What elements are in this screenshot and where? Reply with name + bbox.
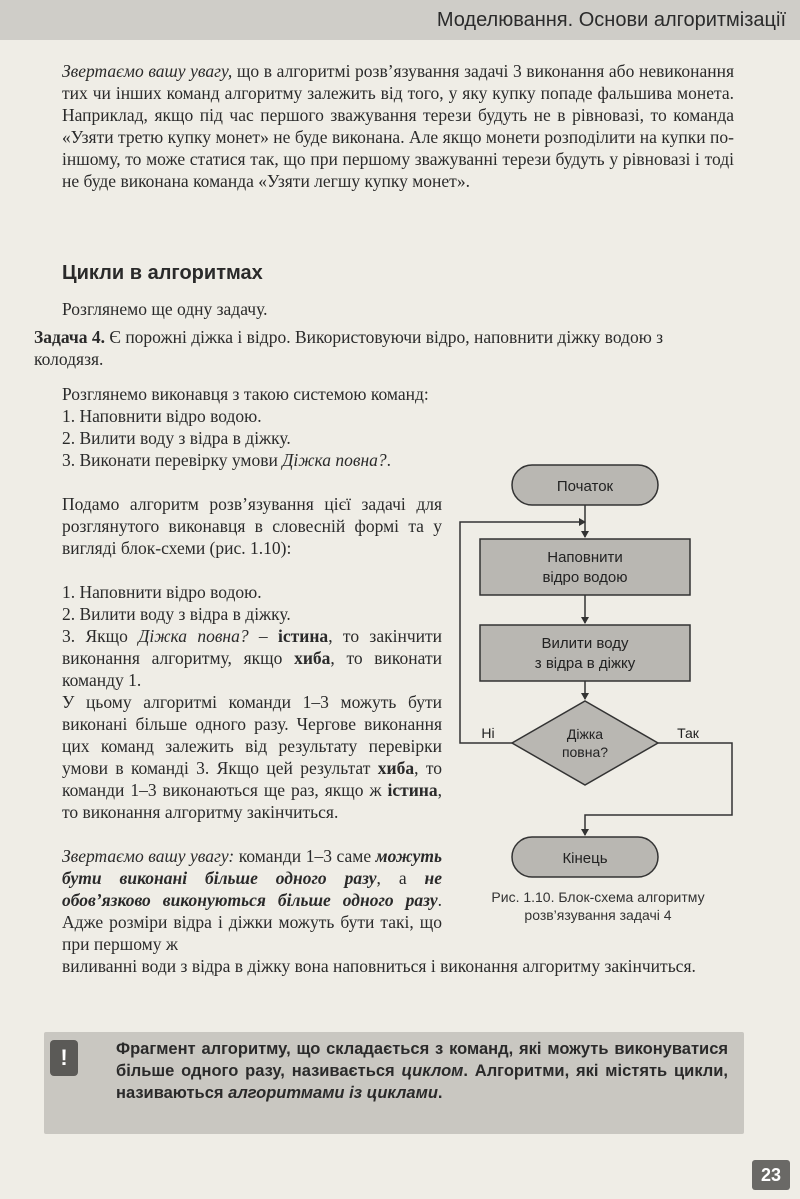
callout-b: . Алгоритми, які містять цикли, називаються <box>116 1062 728 1102</box>
callout-term-2: алгоритмами із циклами <box>228 1084 438 1102</box>
intro-text: що в алгоритмі розв’язування задачі 3 виконання або невиконання тих чи інших команд алгоритму залежить від того, у яку купку попаде фальшива монета. Наприклад, якщо під час першого зважування терези будуть не в рівновазі, то команда «Узяти третю купку монет» не буде виконана. Але якщо монети розподілити на купки по-іншому, то може статися так, що при першому зважуванні терези будуть у рівновазі і тоді не буде виконана команда «Узяти легшу купку монет». <box>62 61 734 191</box>
loop-true: істина <box>387 780 438 800</box>
flowchart <box>450 455 750 895</box>
flowchart-condition-line-2: повна? <box>561 744 609 760</box>
flowchart-condition <box>512 701 658 785</box>
note-c: . Адже розміри відра і діжки можуть бути такі, що при першому ж <box>62 890 442 954</box>
callout-term-1: циклом <box>401 1062 464 1080</box>
note-lead: Звертаємо вашу увагу: <box>62 846 235 866</box>
chapter-title: Моделювання. Основи алгоритмізації <box>436 9 786 31</box>
present-paragraph <box>62 493 442 559</box>
exclamation-icon: ! <box>50 1040 78 1076</box>
note-b: , а <box>376 868 425 888</box>
flowchart-step-2-line-2: з відра в діжку <box>534 655 636 672</box>
flowchart-step-2 <box>480 625 690 681</box>
step-3-condition: Діжка повна? <box>138 626 249 646</box>
command-item: 1. Наповнити відро водою. <box>62 406 262 426</box>
step-3-true: істина <box>278 626 329 646</box>
figure-caption <box>462 888 734 924</box>
flowchart-step-1-line-2: відро водою <box>542 569 628 586</box>
intro-lead: Звертаємо вашу увагу, <box>62 61 233 81</box>
flowchart-no-label: Ні <box>481 725 495 741</box>
flowchart-step-2-line-1: Вилити воду <box>541 635 629 652</box>
flowchart-step-1 <box>480 539 690 595</box>
flowchart-end-label: Кінець <box>562 850 608 867</box>
callout-c: . <box>437 1084 443 1102</box>
command-item: 2. Вилити воду з відра в діжку. <box>62 428 291 448</box>
flowchart-start-label: Початок <box>556 478 614 495</box>
loop-a: У цьому алгоритмі команди 1–3 можуть бути виконані більше одного разу. Чергове виконання цих команд залежить від результату перевірки умови в команді 3. Якщо цей результат <box>62 692 442 778</box>
loop-false: хиба <box>377 758 415 778</box>
task-label: Задача 4. <box>34 327 106 347</box>
step-3-d: , то виконати команду 1. <box>62 648 442 690</box>
page-number: 23 <box>752 1160 790 1190</box>
consider-text: Розглянемо ще одну задачу. <box>62 299 268 319</box>
callout-a: Фрагмент алгоритму, що складається з команд, які можуть виконуватися більше одного разу, називається <box>116 1040 728 1080</box>
note-a: команди 1–3 саме <box>234 846 376 866</box>
section-title: Цикли в алгоритмах <box>62 262 263 284</box>
note-tail-text: виливанні води з відра в діжку вона наповниться і виконання алгоритму закінчиться. <box>62 956 696 976</box>
loop-c: , то виконання алгоритму закінчиться. <box>62 780 442 822</box>
step-3-false: хиба <box>294 648 331 668</box>
algorithm-step-1: 1. Наповнити відро водою. <box>62 582 262 602</box>
command-list <box>62 405 291 449</box>
command-3-suffix: . <box>386 450 392 470</box>
command-3-prefix: 3. Виконати перевірку умови <box>62 450 283 470</box>
callout-text <box>116 1038 728 1104</box>
intro-paragraph <box>62 60 734 192</box>
loop-paragraph <box>62 691 442 823</box>
command-item-3 <box>62 449 442 471</box>
executor-intro: Розглянемо виконавця з такою системою команд: <box>62 384 429 404</box>
present-text: Подамо алгоритм розв’язування цієї задачі для розглянутого виконавця в словесній формі та у вигляді блок-схеми (рис. 1.10): <box>62 494 442 558</box>
definition-callout <box>44 1032 744 1134</box>
note-paragraph <box>62 845 442 955</box>
flowchart-condition-line-1: Діжка <box>566 726 604 742</box>
algorithm-step-3 <box>62 625 442 691</box>
note-tail <box>62 955 734 977</box>
page-header <box>0 0 800 40</box>
flowchart-step-1-line-1: Наповнити <box>547 549 623 566</box>
step-3-a: 3. Якщо <box>62 626 139 646</box>
task-text: Є порожні діжка і відро. Використовуючи відро, наповнити діжку водою з колодязя. <box>34 327 664 369</box>
note-em-1: можуть бути виконані більше одного разу <box>62 846 442 888</box>
algorithm-step-2: 2. Вилити воду з відра в діжку. <box>62 604 291 624</box>
step-3-b: – <box>248 626 279 646</box>
loop-b: , то команди 1–3 виконаються ще раз, якщо ж <box>62 758 442 800</box>
command-3-condition: Діжка повна? <box>282 450 387 470</box>
algorithm-steps <box>62 581 442 691</box>
step-3-c: , то закінчити виконання алгоритму, якщо <box>62 626 442 668</box>
caption-line-1: Рис. 1.10. Блок-схема алгоритму <box>491 889 705 905</box>
caption-line-2: розв’язування задачі 4 <box>524 907 672 923</box>
flowchart-yes-label: Так <box>677 725 699 741</box>
note-em-2: не обов’язково виконуються більше одного разу <box>62 868 442 910</box>
task-4 <box>34 326 734 370</box>
